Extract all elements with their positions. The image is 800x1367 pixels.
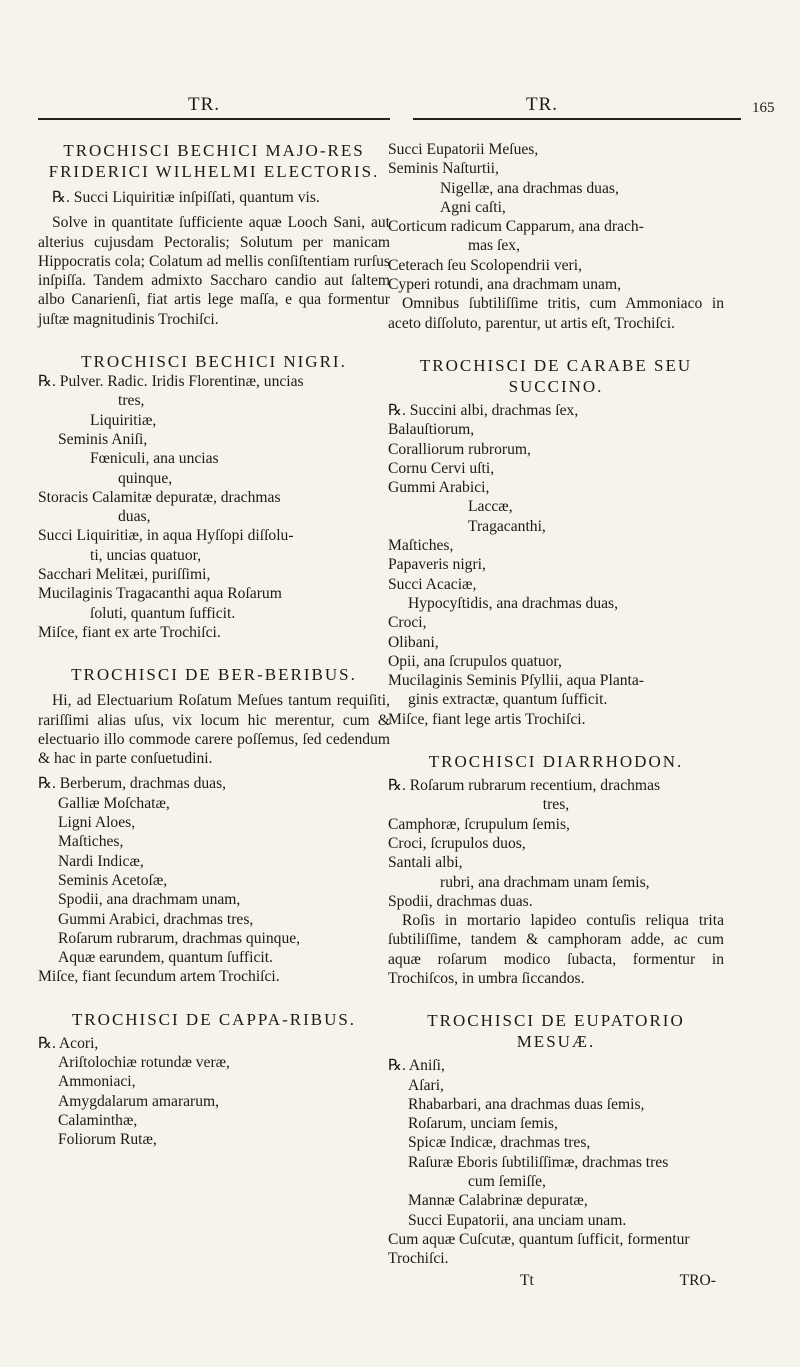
recipe-line: Succi Liquiritiæ, in aqua Hyſſopi diſſolu-	[38, 527, 294, 545]
recipe-line: tres,	[542, 796, 570, 814]
recipe-line: duas,	[118, 508, 151, 526]
recipe-line: Calaminthæ,	[58, 1111, 138, 1129]
recipe-line: Storacis Calamitæ depuratæ, drachmas	[38, 488, 281, 506]
recipe-line: Ammoniaci,	[58, 1073, 136, 1091]
recipe-line: ℞. Pulver. Radic. Iridis Florentinæ, uncias	[38, 373, 304, 391]
recipe-line: Succi Acaciæ,	[388, 575, 477, 593]
paragraph: Hi, ad Electuarium Roſatum Meſues tantum requiſiti, rariſſimi alias uſus, vix locum hic merentur, cum & electuario illo commode carere poſſemus, ſed cedendum & hac in parte conſuetudini.	[38, 692, 390, 768]
running-head-left: TR.	[188, 94, 221, 115]
recipe-line: Camphoræ, ſcrupulum ſemis,	[388, 815, 570, 833]
recipe-line: Roſarum rubrarum, drachmas quinque,	[58, 929, 301, 947]
recipe-line: Mannæ Calabrinæ depuratæ,	[408, 1192, 588, 1210]
recipe-list	[38, 774, 390, 986]
recipe-line: rubri, ana drachmam unam ſemis,	[440, 873, 650, 891]
recipe-line: Aquæ earundem, quantum ſufficit.	[58, 949, 273, 967]
recipe-line: Succi Eupatorii, ana unciam unam.	[408, 1211, 627, 1229]
heading-diarrhodon: TROCHISCI DIARRHODON.	[428, 752, 684, 772]
recipe-line: Spodii, ana drachmam unam,	[58, 891, 241, 909]
recipe-line: Foliorum Rutæ,	[58, 1131, 157, 1149]
heading-bechici-majores: TROCHISCI BECHICI MAJO-RES FRIDERICI WILHELMI ELECTORIS.	[48, 141, 380, 181]
recipe-line: Santali albi,	[388, 854, 463, 872]
recipe-line: ſoluti, quantum ſufficit.	[90, 604, 236, 622]
recipe-line: ℞. Aniſi,	[388, 1057, 445, 1075]
recipe-line: Rhabarbari, ana drachmas duas ſemis,	[408, 1095, 645, 1113]
recipe-line: Ceterach ſeu Scolopendrii veri,	[388, 256, 582, 274]
recipe-line: Coralliorum rubrorum,	[388, 440, 531, 458]
recipe-line: ℞. Roſarum rubrarum recentium, drachmas	[388, 777, 661, 795]
recipe-list	[388, 140, 724, 294]
recipe-line: quinque,	[118, 469, 173, 487]
recipe-line: Croci,	[388, 614, 427, 632]
recipe-line: Sacchari Melitæi, puriſſimi,	[38, 566, 211, 584]
recipe-line: Nigellæ, ana drachmas duas,	[440, 179, 619, 197]
recipe-line: Fœniculi, ana uncias	[90, 450, 219, 468]
recipe-line: tres,	[118, 392, 145, 410]
recipe-line: Olibani,	[388, 633, 439, 651]
recipe-line: Cyperi rotundi, ana drachmam unam,	[388, 276, 621, 294]
recipe-line: Seminis Naſturtii,	[388, 160, 499, 178]
recipe-line: Miſce, fiant ſecundum artem Trochiſci.	[38, 968, 280, 986]
recipe-line: mas ſex,	[468, 237, 520, 255]
recipe-line: Aſari,	[408, 1076, 444, 1094]
recipe-line: Galliæ Moſchatæ,	[58, 794, 170, 812]
recipe-line: Tragacanthi,	[468, 517, 546, 535]
recipe-line: cum ſemiſſe,	[468, 1173, 546, 1191]
recipe-line: Cornu Cervi uſti,	[388, 459, 495, 477]
paragraph: Solve in quantitate ſufficiente aquæ Looch Sani, aut alterius cujusdam Pectoralis; Solutum per manicam Hippocratis cola; Colatum ad mellis conſiſtentiam rurſus inſpiſſa. Tandem admixto Saccharo candio aut ſaltem albo Canarienſi, fiat artis lege maſſa, e qua formentur juſtæ magnitudinis Trochiſci.	[38, 214, 390, 328]
recipe-line: Liquiritiæ,	[90, 411, 157, 429]
recipe-line: Miſce, fiant ex arte Trochiſci.	[38, 623, 221, 641]
recipe-line: Seminis Aniſi,	[58, 430, 148, 448]
recipe-line: ti, uncias quatuor,	[90, 546, 202, 564]
paragraph: Omnibus ſubtiliſſime tritis, cum Ammoniaco in aceto diſſoluto, parentur, ut artis eſt, Trochiſci.	[388, 295, 724, 332]
recipe-line: Hypocyſtidis, ana drachmas duas,	[408, 594, 619, 612]
recipe-line: Papaveris nigri,	[388, 556, 486, 574]
heading-de-carabe: TROCHISCI DE CARABE SEU SUCCINO.	[419, 355, 693, 396]
recipe-list	[38, 1034, 390, 1150]
left-column	[38, 140, 390, 1149]
recipe-line: Corticum radicum Capparum, ana drach-	[388, 218, 644, 236]
recipe-line: Succi Eupatorii Meſues,	[388, 141, 539, 158]
page-footer	[388, 1271, 724, 1290]
recipe-line: Spicæ Indicæ, drachmas tres,	[408, 1134, 591, 1152]
recipe-line: Ariſtolochiæ rotundæ veræ,	[58, 1053, 230, 1071]
paragraph: ℞. Succi Liquiritiæ inſpiſſati, quantum vis.	[52, 189, 320, 206]
right-column	[388, 140, 724, 1290]
recipe-list	[38, 372, 390, 642]
header-rule-right	[413, 118, 741, 120]
recipe-line: Seminis Acetoſæ,	[58, 871, 168, 889]
recipe-line: Balauſtiorum,	[388, 421, 475, 439]
recipe-line: ℞. Succini albi, drachmas ſex,	[388, 401, 579, 419]
running-head-right: TR.	[526, 94, 559, 115]
recipe-line: Miſce, fiant lege artis Trochiſci.	[388, 710, 586, 728]
catchword: TRO-	[679, 1271, 716, 1289]
recipe-line: Maſtiches,	[388, 537, 454, 555]
recipe-line: Spodii, drachmas duas.	[388, 892, 533, 910]
recipe-line: Roſarum, unciam ſemis,	[408, 1115, 558, 1133]
heading-de-capparibus: TROCHISCI DE CAPPA-RIBUS.	[71, 1009, 357, 1029]
recipe-line: Ligni Aloes,	[58, 814, 136, 832]
recipe-line: Mucilaginis Seminis Pſyllii, aqua Planta-	[388, 672, 644, 690]
heading-de-berberibus: TROCHISCI DE BER-BERIBUS.	[71, 665, 357, 685]
page-number: 165	[752, 100, 775, 116]
heading-bechici-nigri: TROCHISCI BECHICI NIGRI.	[81, 352, 347, 372]
recipe-line: Cum aquæ Cuſcutæ, quantum ſufficit, formentur Trochiſci.	[388, 1230, 690, 1268]
recipe-line: Gummi Arabici, drachmas tres,	[58, 910, 254, 928]
recipe-line: ℞. Acori,	[38, 1034, 99, 1052]
recipe-line: Nardi Indicæ,	[58, 852, 144, 870]
recipe-line: Mucilaginis Tragacanthi aqua Roſarum	[38, 585, 282, 603]
paragraph: Roſis in mortario lapideo contuſis reliqua trita ſubtiliſſime, tandem & camphoram adde, ac cum aquæ roſarum modico ſubacta, formentur in Trochiſcos, in umbra ſiccandos.	[388, 912, 724, 987]
recipe-line: ℞. Berberum, drachmas duas,	[38, 775, 227, 793]
recipe-line: ginis extractæ, quantum ſufficit.	[408, 691, 608, 709]
recipe-line: Amygdalarum amararum,	[58, 1092, 220, 1110]
heading-de-eupatorio: TROCHISCI DE EUPATORIO MESUÆ.	[427, 1011, 685, 1052]
recipe-list	[388, 776, 724, 911]
running-header	[38, 92, 778, 122]
recipe-line: Croci, ſcrupulos duos,	[388, 834, 526, 852]
recipe-line: Agni caſti,	[440, 198, 506, 216]
recipe-line: Maſtiches,	[58, 833, 124, 851]
recipe-line: Gummi Arabici,	[388, 479, 490, 497]
header-rule-left	[38, 118, 390, 120]
recipe-line: Laccæ,	[468, 498, 513, 516]
recipe-line: Raſuræ Eboris ſubtiliſſimæ, drachmas tres	[408, 1153, 669, 1171]
signature-mark: Tt	[520, 1271, 534, 1289]
recipe-list	[388, 1056, 724, 1268]
recipe-line: Opii, ana ſcrupulos quatuor,	[388, 652, 562, 670]
recipe-list	[388, 401, 724, 729]
